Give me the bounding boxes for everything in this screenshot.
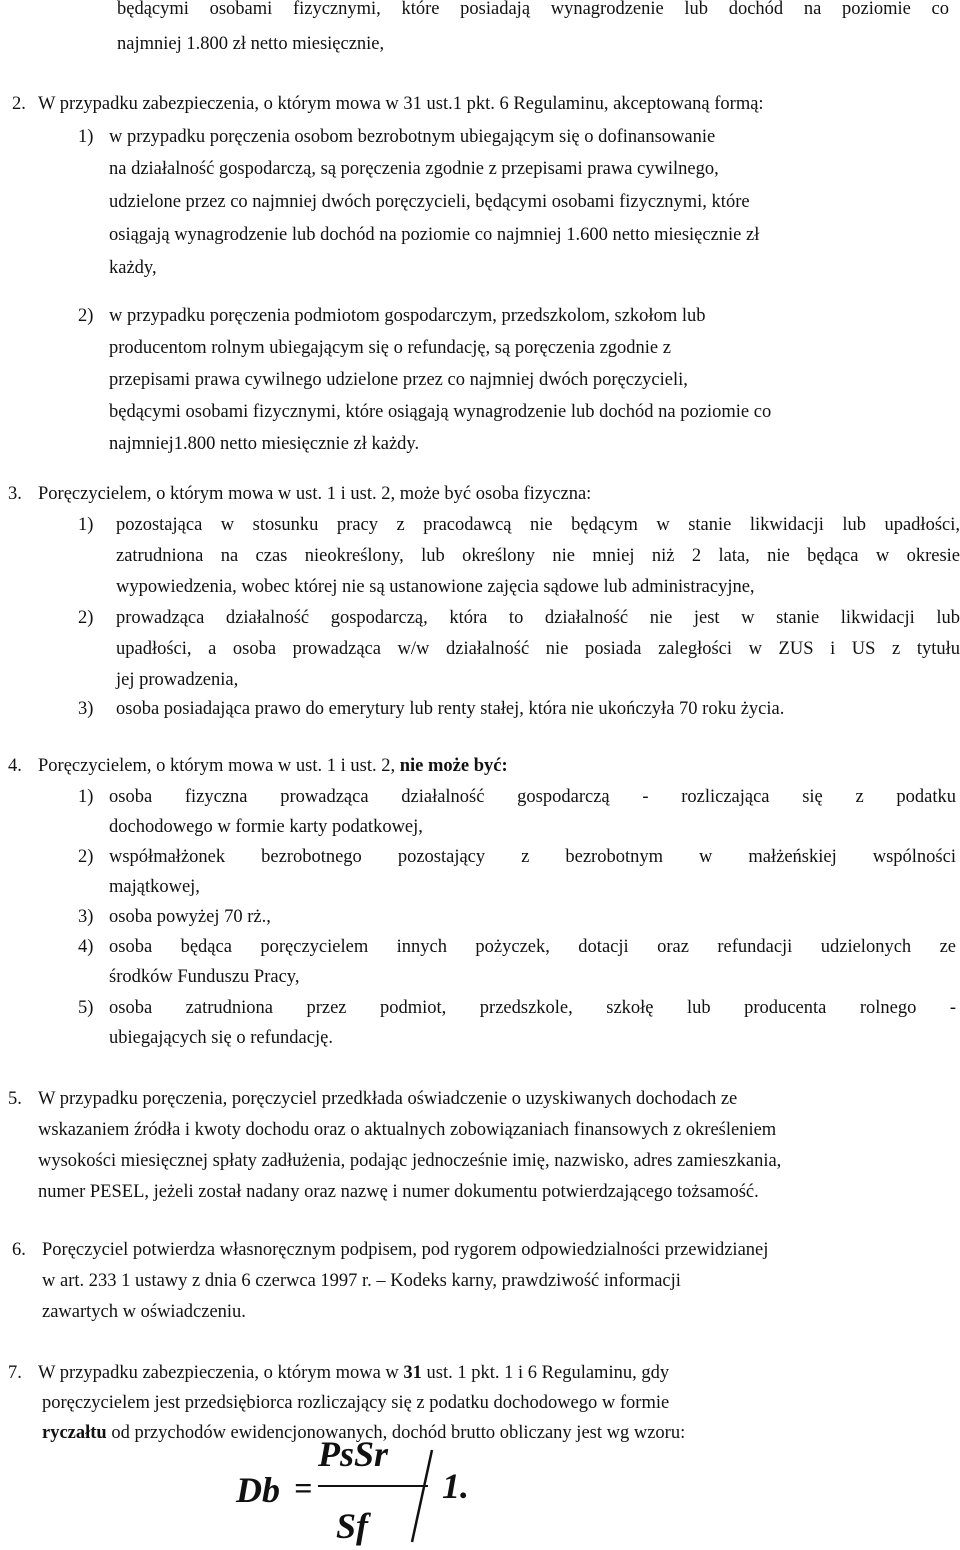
paragraph-line: poręczycielem jest przedsiębiorca rozliczający się z podatku dochodowego w formie (42, 1393, 670, 1413)
item-number: 5) (78, 998, 94, 1018)
item-number: 3) (78, 699, 94, 719)
paragraph-line: wskazaniem źródła i kwoty dochodu oraz o aktualnych zobowiązaniach finansowych z określeniem (38, 1120, 777, 1140)
section-number: 3. (8, 484, 22, 504)
section-heading-bold: nie może być: (399, 756, 508, 776)
item-line: będącymi osobami fizycznymi, które osiągają wynagrodzenie lub dochód na poziomie co (109, 402, 772, 422)
item-line: majątkowej, (109, 877, 200, 897)
paragraph-line (38, 1364, 669, 1383)
section-number: 4. (8, 756, 22, 776)
section-number: 7. (8, 1363, 22, 1383)
item-number: 1) (78, 127, 94, 147)
formula-numerator: PsSr (318, 1434, 389, 1474)
item-number: 2) (78, 306, 94, 326)
section-heading-text: Poręczycielem, o którym mowa w ust. 1 i ust. 2, (38, 756, 396, 776)
item-line: jej prowadzenia, (116, 670, 239, 690)
section-number: 6. (12, 1240, 26, 1260)
paragraph-line: w art. 233 1 ustawy z dnia 6 czerwca 1997 r. – Kodeks karny, prawdziwość informacji (42, 1271, 681, 1291)
section-heading (38, 757, 508, 776)
item-line: dochodowego w formie karty podatkowej, (109, 817, 423, 837)
item-line: współmałżonek bezrobotnego pozostający z bezrobotnym w małżeńskiej wspólności (109, 847, 956, 867)
item-line: prowadząca działalność gospodarczą, która to działalność nie jest w stanie likwidacji lub (116, 608, 960, 628)
section-number: 5. (8, 1089, 22, 1109)
item-line: przepisami prawa cywilnego udzielone przez co najmniej dwóch poręczycieli, (109, 370, 688, 390)
section-number: 2. (12, 94, 26, 114)
paragraph-text: ust. 1 pkt. 1 i 6 Regulaminu, gdy (426, 1363, 670, 1383)
item-line: każdy, (109, 258, 157, 278)
item-line: najmniej1.800 netto miesięcznie zł każdy. (109, 434, 420, 454)
paragraph-text: od przychodów ewidencjonowanych, dochód brutto obliczany jest wg wzoru: (111, 1423, 686, 1443)
formula-denominator: Sf (336, 1506, 369, 1546)
section-heading: W przypadku zabezpieczenia, o którym mowa w 31 ust.1 pkt. 6 Regulaminu, akceptowaną formą: (38, 94, 764, 114)
item-line: osiągają wynagrodzenie lub dochód na poziomie co najmniej 1.600 netto miesięcznie zł (109, 225, 760, 245)
formula-fraction-bar (314, 1428, 444, 1546)
item-line: osoba będąca poręczycielem innych pożyczek, dotacji oraz refundacji udzielonych ze (109, 937, 956, 957)
item-number: 1) (78, 515, 94, 535)
item-line: środków Funduszu Pracy, (109, 967, 300, 987)
item-line: pozostająca w stosunku pracy z pracodawcą nie będącym w stanie likwidacji lub upadłości, (116, 515, 960, 535)
item-line: w przypadku poręczenia osobom bezrobotnym ubiegającym się o dofinansowanie (109, 127, 716, 147)
item-number: 3) (78, 907, 94, 927)
paragraph-text: W przypadku zabezpieczenia, o którym mowa w (38, 1363, 399, 1383)
item-line: w przypadku poręczenia podmiotom gospodarczym, przedszkolom, szkołom lub (109, 306, 706, 326)
paragraph-line: numer PESEL, jeżeli został nadany oraz nazwę i numer dokumentu potwierdzającego tożsamość. (38, 1182, 759, 1202)
paragraph-line: zawartych w oświadczeniu. (42, 1302, 246, 1322)
item-line: ubiegających się o refundację. (109, 1028, 333, 1048)
intro-line: będącymi osobami fizycznymi, które posiadają wynagrodzenie lub dochód na poziomie co (117, 0, 949, 19)
item-line: osoba posiadająca prawo do emerytury lub renty stałej, która nie ukończyła 70 roku życia. (116, 699, 785, 719)
item-line: na działalność gospodarczą, są poręczenia zgodnie z przepisami prawa cywilnego, (109, 159, 719, 179)
paragraph-line: W przypadku poręczenia, poręczyciel przedkłada oświadczenie o uzyskiwanych dochodach ze (38, 1089, 738, 1109)
intro-line: najmniej 1.800 zł netto miesięcznie, (117, 34, 385, 54)
paragraph-line: Poręczyciel potwierdza własnoręcznym podpisem, pod rygorem odpowiedzialności przewidzianej (42, 1240, 769, 1260)
item-number: 1) (78, 787, 94, 807)
item-line: osoba zatrudniona przez podmiot, przedszkole, szkołę lub producenta rolnego - (109, 998, 956, 1018)
item-number: 2) (78, 847, 94, 867)
item-line: producentom rolnym ubiegającym się o refundację, są poręczenia zgodnie z (109, 338, 671, 358)
item-line: wypowiedzenia, wobec której nie są ustanowione zajęcia sądowe lub administracyjne, (116, 577, 755, 597)
item-line: osoba fizyczna prowadząca działalność gospodarczą - rozliczająca się z podatku (109, 787, 956, 807)
item-line: udzielone przez co najmniej dwóch poręczycieli, będącymi osobami fizycznymi, które (109, 192, 750, 212)
item-line: osoba powyżej 70 rż., (109, 907, 271, 927)
paragraph-bold: 31 (403, 1363, 422, 1383)
formula-lhs: Db (236, 1470, 280, 1510)
item-number: 2) (78, 608, 94, 628)
formula (228, 1428, 488, 1546)
formula-rhs: 1. (442, 1466, 469, 1506)
item-number: 4) (78, 937, 94, 957)
paragraph-line: wysokości miesięcznej spłaty zadłużenia, podając jednocześnie imię, nazwisko, adres zamieszkania, (38, 1151, 782, 1171)
paragraph-bold: ryczałtu (42, 1423, 107, 1443)
item-line: zatrudniona na czas nieokreślony, lub określony nie mniej niż 2 lata, nie będąca w okresie (116, 546, 960, 566)
section-heading: Poręczycielem, o którym mowa w ust. 1 i ust. 2, może być osoba fizyczna: (38, 484, 592, 504)
formula-equals: = (294, 1470, 313, 1506)
item-line: upadłości, a osoba prowadząca w/w działalność nie posiada zaległości w ZUS i US z tytułu (116, 639, 960, 659)
